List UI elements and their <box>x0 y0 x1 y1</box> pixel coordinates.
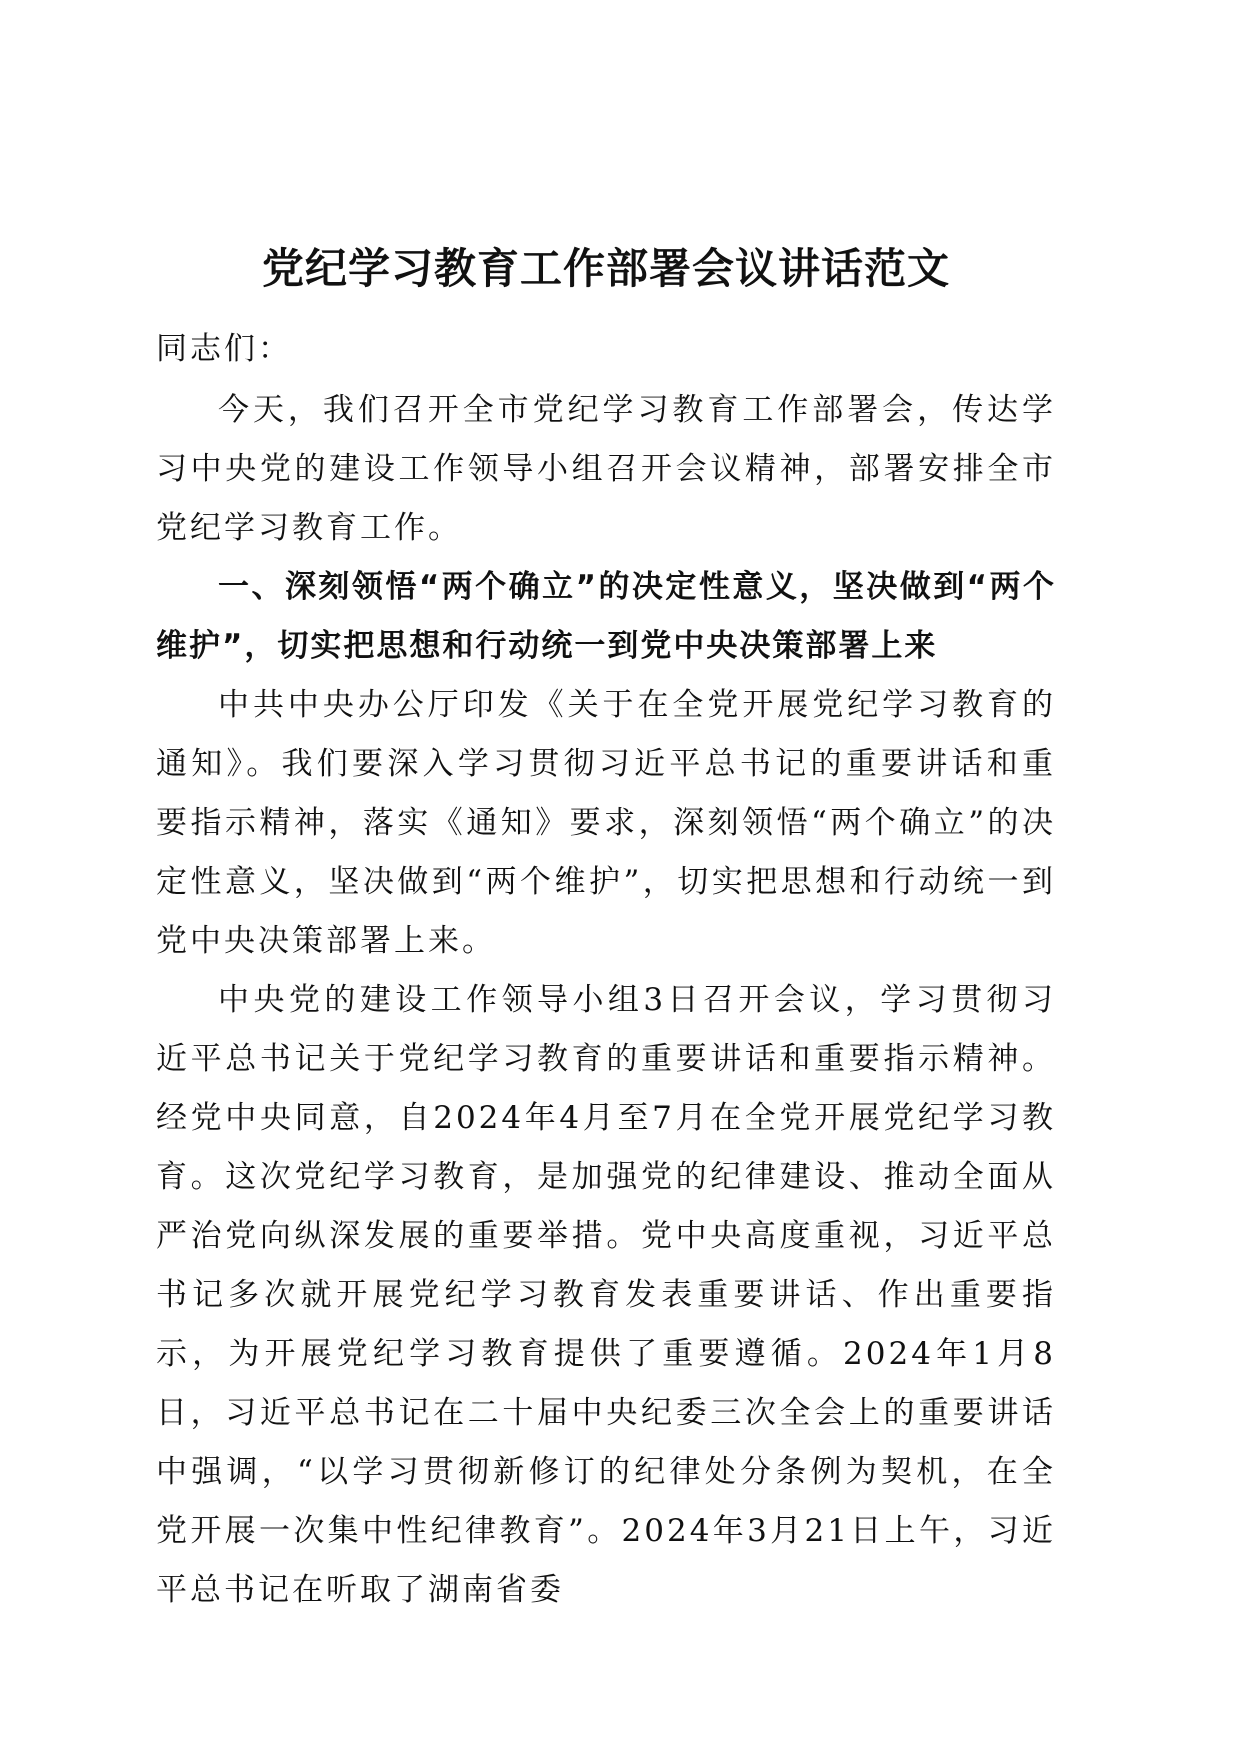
salutation: 同志们： <box>156 331 292 367</box>
document-title: 党纪学习教育工作部署会议讲话范文 <box>261 244 950 293</box>
paragraph-notice: 中共中央办公厅印发《关于在全党开展党纪学习教育的通知》。我们要深入学习贯彻习近平总书记的重要讲话和重要指示精神，落实《通知》要求，深刻领悟“两个确立”的决定性意义，坚决做到“两个维护”，切实把思想和行动统一到党中央决策部署上来。 <box>156 687 1056 959</box>
section-heading-1: 一、深刻领悟“两个确立”的决定性意义，坚决做到“两个维护”，切实把思想和行动统一到党中央决策部署上来 <box>156 569 1056 664</box>
document-body <box>156 238 1056 1620</box>
paragraph-intro: 今天，我们召开全市党纪学习教育工作部署会，传达学习中央党的建设工作领导小组召开会议精神，部署安排全市党纪学习教育工作。 <box>156 392 1056 546</box>
paragraph-meeting: 中央党的建设工作领导小组3日召开会议，学习贯彻习近平总书记关于党纪学习教育的重要讲话和重要指示精神。经党中央同意，自2024年4月至7月在全党开展党纪学习教育。这次党纪学习教育，是加强党的纪律建设、推动全面从严治党向纵深发展的重要举措。党中央高度重视，习近平总书记多次就开展党纪学习教育发表重要讲话、作出重要指示，为开展党纪学习教育提供了重要遵循。2024年1月8日，习近平总书记在二十届中央纪委三次全会上的重要讲话中强调，“以学习贯彻新修订的纪律处分条例为契机，在全党开展一次集中性纪律教育”。2024年3月21日上午，习近平总书记在听取了湖南省委 <box>156 982 1056 1608</box>
